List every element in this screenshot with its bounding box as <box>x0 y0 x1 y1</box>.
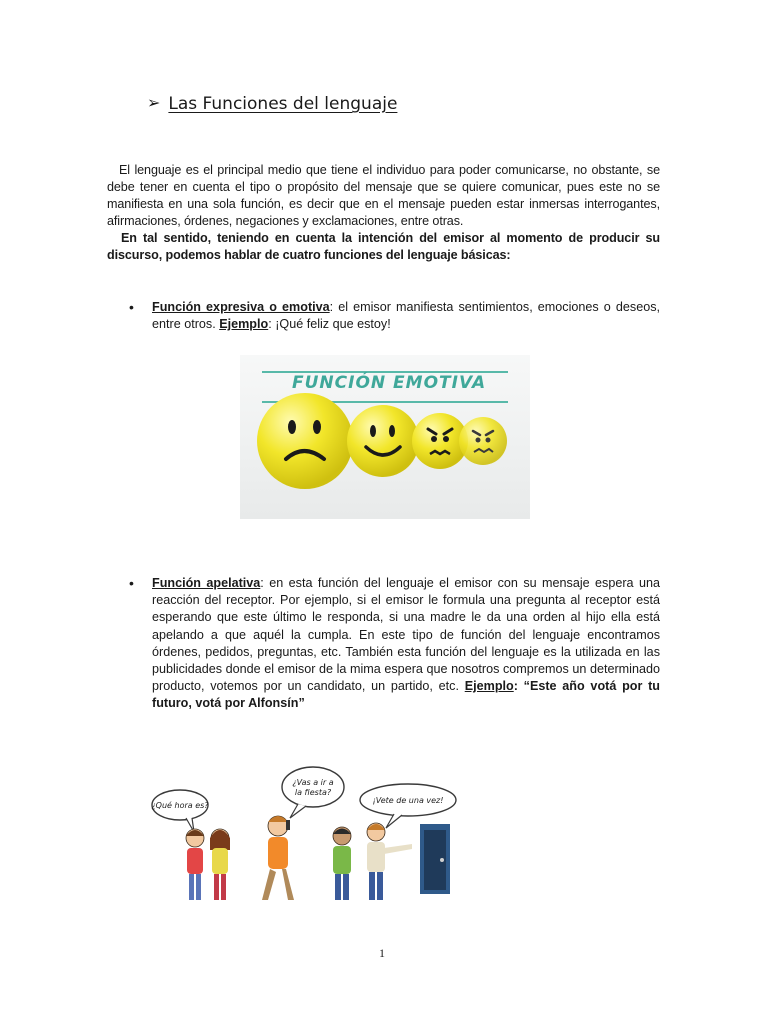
example-text: : “Este año votá por tu futuro, votá por Alfonsín” <box>152 679 660 711</box>
example-text: : ¡Qué feliz que estoy! <box>268 317 391 332</box>
arrow-bullet-icon: ➢ <box>147 95 161 112</box>
bullet-body: : en esta función del lenguaje el emisor con su mensaje espera una reacción del receptor. Por ejemplo, si el emisor le formula una pregunta al receptor está esperando que este último le responda, si una madre le da una orden al hijo ella está apelando a que aquél la cumpla. En este tipo de función del lenguaje encontramos órdenes, pedidos, preguntas, etc. También esta función del lenguaje es la utilizada en las publicidades donde el emisor de la mima espera que nosotros compremos un determinado producto, votemos por un candidato, un partido, etc. <box>152 576 660 694</box>
banner-text: FUNCIÓN EMOTIVA <box>292 373 487 393</box>
intro-paragraph-2 <box>107 230 660 264</box>
people-talking-icon <box>150 760 460 910</box>
bubble-1-text: ¿Qué hora es? <box>151 801 209 810</box>
bullet-expresiva <box>129 299 660 333</box>
intro-p1-text: El lenguaje es el principal medio que tiene el individuo para poder comunicarse, no obstante, se debe tener en cuenta el tipo o propósito del mensaje que se quiere comunicar, pues este no se manifiesta en una sola función, es decir que en el mensaje pueden estar inmersas interrogantes, afirmaciones, órdenes, negaciones y exclamaciones, entre otras. <box>107 163 660 228</box>
section-heading <box>147 94 397 114</box>
bullet-dot-icon: • <box>129 299 134 315</box>
bubble-2-line-1: ¿Vas a ir a <box>292 778 334 787</box>
example-label: Ejemplo <box>219 317 269 332</box>
bullet-term: Función expresiva o emotiva <box>152 300 330 314</box>
bubble-2-line-2: la fiesta? <box>294 788 332 797</box>
smiley-faces-icon <box>240 355 530 519</box>
example-label: Ejemplo <box>464 679 514 694</box>
bullet-apelativa <box>129 575 660 713</box>
bullet-text <box>152 299 660 333</box>
bubble-3-text: ¡Vete de una vez! <box>372 796 444 805</box>
bullet-term: Función apelativa <box>152 576 261 590</box>
funcion-emotiva-image <box>240 355 530 519</box>
page-number: 1 <box>379 946 385 960</box>
heading-title: Las Funciones del lenguaje <box>168 94 398 114</box>
bullet-text <box>152 575 660 713</box>
intro-paragraph-1 <box>107 162 660 230</box>
bullet-dot-icon: • <box>129 575 134 591</box>
intro-p2-text: En tal sentido, teniendo en cuenta la intención del emisor al momento de producir su discurso, podemos hablar de cuatro funciones del lenguaje básicas: <box>107 231 660 262</box>
funcion-apelativa-illustration <box>150 760 460 910</box>
bullet-body: : el emisor manifiesta sentimientos, emociones o deseos, entre otros. <box>152 300 660 332</box>
